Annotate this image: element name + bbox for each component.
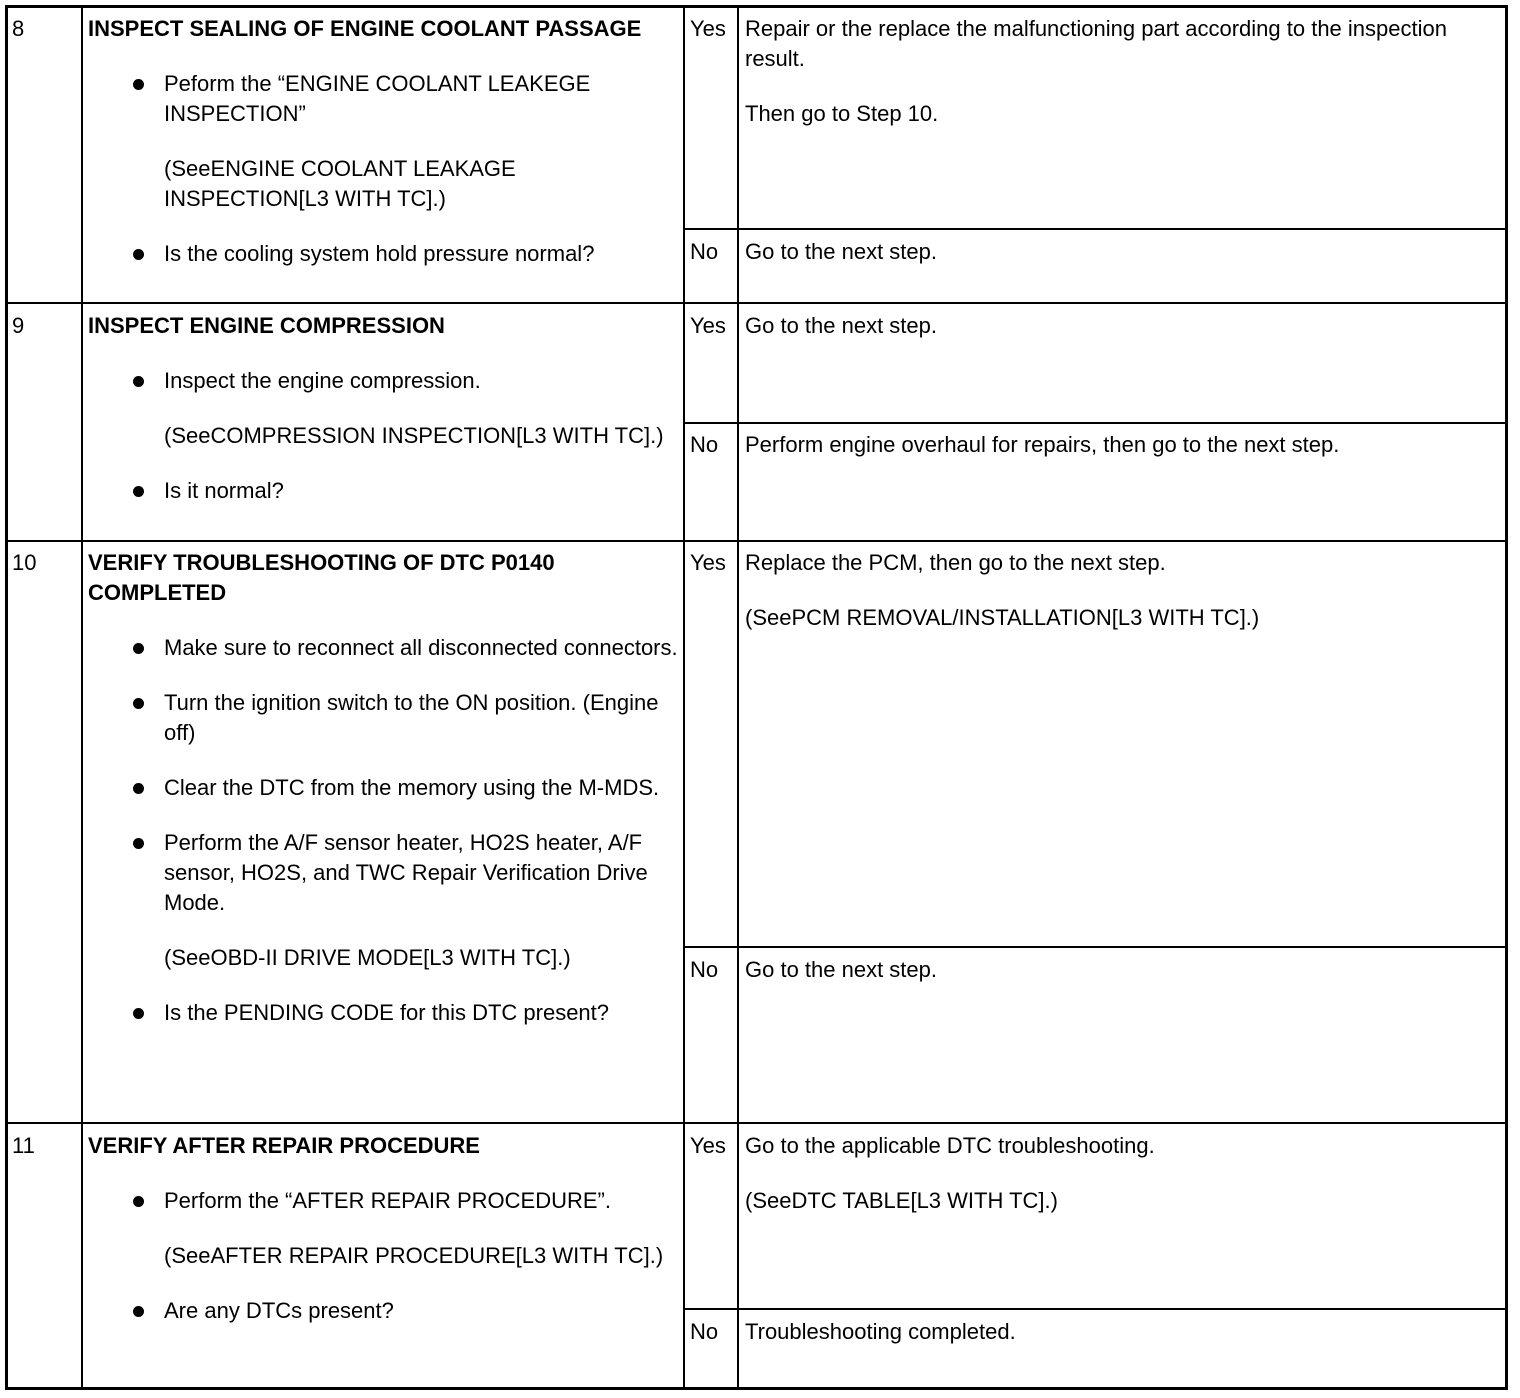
no-result	[745, 955, 1495, 1010]
result-text: Troubleshooting completed.	[745, 1319, 1016, 1344]
no-result	[745, 1317, 1495, 1372]
reference-link[interactable]: (SeeAFTER REPAIR PROCEDURE[L3 WITH TC].)	[164, 1243, 664, 1268]
step-number: 9	[12, 313, 25, 338]
no-label: No	[690, 239, 719, 264]
result-text: Then go to Step 10.	[745, 101, 939, 126]
step-action	[88, 14, 678, 294]
yes-result	[745, 311, 1495, 366]
no-label: No	[690, 432, 719, 457]
row-divider	[5, 1122, 1508, 1124]
step-title: INSPECT ENGINE COMPRESSION	[88, 313, 445, 338]
yes-no-divider	[683, 422, 1508, 424]
column-divider-result	[737, 5, 739, 1390]
action-bullet: Is the cooling system hold pressure normal?	[88, 239, 678, 269]
step-action	[88, 1131, 678, 1351]
reference-link[interactable]: (SeeENGINE COOLANT LEAKAGE INSPECTION[L3 WITH TC].)	[164, 156, 516, 211]
action-bullet: Are any DTCs present?	[88, 1296, 678, 1326]
action-bullet: Peform the “ENGINE COOLANT LEAKEGE INSPECTION”	[88, 69, 678, 129]
result-text: Go to the applicable DTC troubleshooting.	[745, 1133, 1155, 1158]
step-title: VERIFY TROUBLESHOOTING OF DTC P0140 COMPLETED	[88, 550, 555, 605]
yes-result	[745, 1131, 1495, 1241]
action-bullet: Make sure to reconnect all disconnected connectors.	[88, 633, 678, 663]
action-bullet: Turn the ignition switch to the ON position. (Engine off)	[88, 688, 678, 748]
yes-label: Yes	[690, 16, 726, 41]
no-label: No	[690, 1319, 719, 1344]
result-text: Replace the PCM, then go to the next step.	[745, 550, 1166, 575]
yes-label: Yes	[690, 313, 726, 338]
action-bullet: Clear the DTC from the memory using the M-MDS.	[88, 773, 678, 803]
no-result	[745, 430, 1495, 485]
step-action	[88, 311, 678, 531]
result-text: Repair or the replace the malfunctioning part according to the inspection result.	[745, 16, 1447, 71]
step-number: 10	[12, 550, 37, 575]
row-divider	[5, 540, 1508, 542]
reference-link[interactable]: (SeeCOMPRESSION INSPECTION[L3 WITH TC].)	[164, 423, 664, 448]
result-text: Go to the next step.	[745, 313, 938, 338]
no-label: No	[690, 957, 719, 982]
yes-result	[745, 548, 1495, 658]
row-divider	[5, 302, 1508, 304]
yes-no-divider	[683, 228, 1508, 230]
action-bullet: Perform the A/F sensor heater, HO2S heater, A/F sensor, HO2S, and TWC Repair Verification Drive Mode.	[88, 828, 678, 918]
yes-no-divider	[683, 1308, 1508, 1310]
yes-label: Yes	[690, 550, 726, 575]
no-result	[745, 237, 1495, 292]
action-bullet: Inspect the engine compression.	[88, 366, 678, 396]
result-text: Go to the next step.	[745, 239, 938, 264]
action-bullet: Perform the “AFTER REPAIR PROCEDURE”.	[88, 1186, 678, 1216]
reference-link[interactable]: (SeeDTC TABLE[L3 WITH TC].)	[745, 1188, 1058, 1213]
step-action	[88, 548, 678, 1053]
column-divider-action	[683, 5, 685, 1390]
action-bullet: Is it normal?	[88, 476, 678, 506]
reference-link[interactable]: (SeeOBD-II DRIVE MODE[L3 WITH TC].)	[164, 945, 571, 970]
action-bullet: Is the PENDING CODE for this DTC present?	[88, 998, 678, 1028]
yes-label: Yes	[690, 1133, 726, 1158]
yes-result	[745, 14, 1495, 154]
reference-link[interactable]: (SeePCM REMOVAL/INSTALLATION[L3 WITH TC].)	[745, 605, 1260, 630]
result-text: Perform engine overhaul for repairs, then go to the next step.	[745, 432, 1340, 457]
column-divider-step	[81, 5, 83, 1390]
step-number: 11	[12, 1133, 35, 1158]
step-title: VERIFY AFTER REPAIR PROCEDURE	[88, 1133, 480, 1158]
step-title: INSPECT SEALING OF ENGINE COOLANT PASSAGE	[88, 16, 642, 41]
step-number: 8	[12, 16, 25, 41]
yes-no-divider	[683, 946, 1508, 948]
result-text: Go to the next step.	[745, 957, 938, 982]
